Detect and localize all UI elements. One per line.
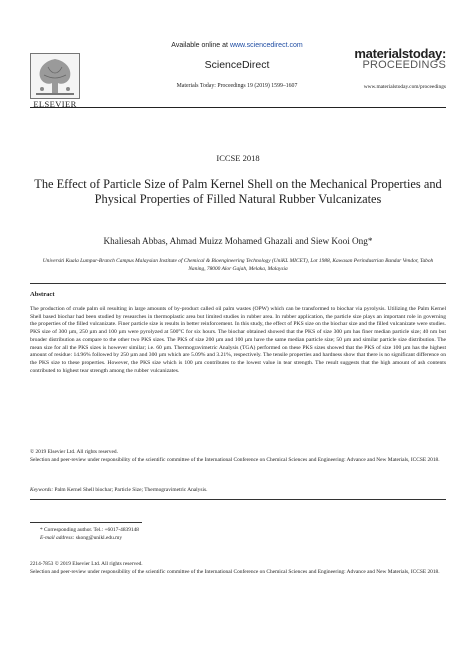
copyright-line: © 2019 Elsevier Ltd. All rights reserved. [30, 449, 118, 455]
corresponding-author-note [40, 526, 440, 542]
journal-reference: Materials Today: Proceedings 19 (2019) 1599–1607 [176, 83, 298, 89]
corresponding-author: * Corresponding author. Tel.: +6017-4839148 [40, 527, 139, 533]
journal-url[interactable]: www.materialstoday.com/proceedings [363, 84, 446, 90]
email-line [40, 534, 440, 542]
journal-logo-line1: materialstoday: [354, 46, 446, 61]
peer-review-statement: Selection and peer-review under responsibility of the scientific committee of the International Conference on Chemical Sciences and Engineering: Advance and New Materials, ICCSE 2018. [30, 456, 440, 463]
availability-line [122, 42, 352, 49]
issn-review-statement: Selection and peer-review under responsibility of the scientific committee of the International Conference on Chemical Sciences and Engineering: Advance and New Materials, ICCSE 2018. [30, 568, 440, 575]
issn-block [30, 561, 446, 576]
sciencedirect-link[interactable]: www.sciencedirect.com [229, 42, 303, 49]
abstract-bottom-rule [30, 499, 446, 500]
journal-logo-line2: PROCEEDINGS [362, 59, 446, 71]
abstract-body: The production of crude palm oil resulting in large amounts of by-product called oil palm wastes (OPW) which can be transformed to biochar via pyrolysis. Utilizing the Palm Kernel Shell based biochar had been studied by researches in thermoplastic area but limited studies in rubber area. In rubber application, the particle size plays an important role in governing the properties of the filled vulcanizate. Finer particle size is results in better reinforcement. In this study, the effect of PKS size on the biochar size and the filled vulcanizate were studies. PKS size of 300 µm, 250 µm and 100 µm were pyrolyzed at 500°C for six hours. The biochar obtained showed that the PKS of size 300 µm has finer median particle size; 40 nm but broader distribution as compare to the other two PKS sizes. The PKS of size 200 µm and 100 µm have the same median particle size; 50 µm and similar particle size distribution. The mean size for all the PKS sizes is however similar; i.e. 60 µm. Thermogravimetric Analysis (TGA) performed on these PKS sizes showed that the PKS of size 100 µm has the highest amount of residue: 14.96% followed by 250 µm and 300 µm which are 5.09% and 3.21%, respectively. The tensile properties and hardness show that there is no significant difference on the PKS size to these properties. However, the PKS size which is 100 µm contributes to the lowest value in tear strength. The result suggests that the high amount of ash contents contributed to highest tear strength among the rubber vulcanizates. [30, 306, 446, 374]
copyright-block [30, 449, 446, 464]
publisher-wordmark: ELSEVIER [33, 99, 77, 109]
header-divider [30, 107, 446, 108]
email-label: E-mail address: [40, 535, 75, 541]
conference-label: ICCSE 2018 [216, 153, 260, 163]
author-email[interactable]: skong@unikl.edu.my [74, 535, 123, 541]
keywords-line [30, 487, 446, 493]
abstract-heading: Abstract [30, 291, 55, 298]
footnote-divider [30, 522, 142, 523]
sciencedirect-brand: ScienceDirect [204, 59, 270, 71]
issn-line: 2214-7853 © 2019 Elsevier Ltd. All rights reserved. [30, 561, 143, 567]
keywords-text: Palm Kernel Shell biochar; Particle Size; Thermogravimetric Analysis. [53, 487, 208, 493]
author-affiliation: Universiti Kuala Lumpur-Branch Campus Malaysian Institute of Chemical & Bioengineering Technology (UniKL MICET), Lot 1988, Kawasan Perindustrian Bandar Vendor, Taboh Naning, 78000 Alor Gajah, Melaka, Malaysia [42, 258, 434, 272]
paper-title: The Effect of Particle Size of Palm Kernel Shell on the Mechanical Properties and Physical Properties of Filled Natural Rubber Vulcanizates [34, 177, 442, 206]
author-list: Khaliesah Abbas, Ahmad Muizz Mohamed Ghazali and Siew Kooi Ong* [103, 236, 373, 246]
abstract-top-rule [30, 283, 446, 284]
elsevier-tree-logo [30, 53, 80, 99]
materials-today-logo [336, 47, 446, 71]
available-prefix: Available online at [171, 42, 230, 49]
keywords-label: Keywords: [30, 487, 54, 493]
